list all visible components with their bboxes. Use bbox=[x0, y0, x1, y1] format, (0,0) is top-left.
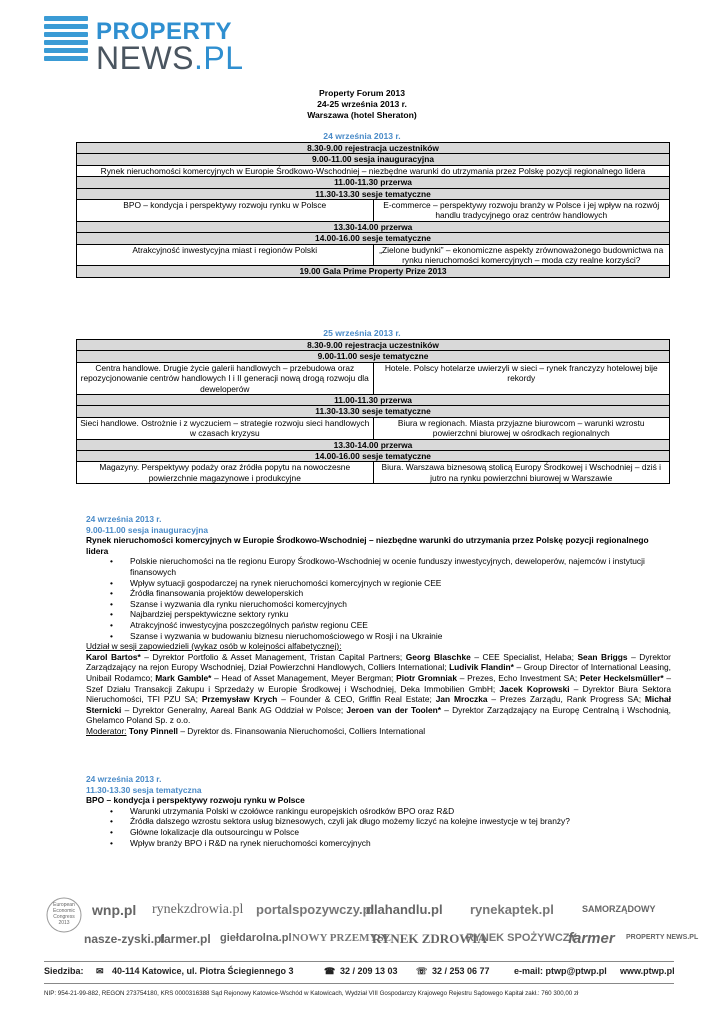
logo-nasze-zyski[interactable]: nasze-zyski.pl bbox=[84, 932, 165, 946]
company-registration: NIP: 954-21-99-882, REGON 273754180, KRS 0000316388 Sąd Rejonowy Katowice-Wschód w Katowicach, Wydział VIII Gospodarczy Krajowego Rejestru Sądowego Kapitał zakł.: 760 300,00 zł bbox=[44, 990, 579, 997]
list-item: • Atrakcyjność inwestycyjna poszczególnych państw regionu CEE bbox=[130, 620, 671, 631]
speaker-name: Ludivik Flandin* bbox=[449, 662, 514, 673]
detail1-bullets bbox=[86, 556, 671, 641]
day1-break1: 11.00-11.30 przerwa bbox=[77, 177, 670, 188]
speaker-desc: – CEE Specialist, Helaba; bbox=[470, 651, 578, 662]
logo-gieldarolna[interactable]: giełdarolna.pl bbox=[220, 932, 292, 944]
property-news-logo bbox=[44, 12, 244, 76]
email[interactable]: e-mail: ptwp@ptwp.pl bbox=[514, 966, 607, 976]
day1-session1: 9.00-11.00 sesja inauguracyjna bbox=[77, 154, 670, 165]
speaker-desc: – Dyrektor Zarządzający na rejon Europy Wschodniej, Dział Powierzchni Handlowych, Colliers International; bbox=[86, 651, 671, 673]
moderator-desc: – Dyrektor ds. Finansowania Nieruchomości, Colliers International bbox=[178, 725, 426, 736]
speaker-name: Mark Gamble* bbox=[155, 672, 212, 683]
speaker-desc: – Dyrektor Biura Sektora Nieruchomości, TFI PZU SA; bbox=[86, 683, 671, 705]
day1-schedule-table bbox=[76, 142, 670, 278]
session-detail-2 bbox=[86, 774, 671, 848]
day1-gala: 19.00 Gala Prime Property Prize 2013 bbox=[77, 266, 670, 277]
day2-session3: 14.00-16.00 sesje tematyczne bbox=[77, 451, 670, 462]
footer-divider bbox=[44, 983, 674, 984]
day2-session2: 11.30-13.30 sesje tematyczne bbox=[77, 406, 670, 417]
list-item: • Wpływ branży BPO i R&D na rynek nieruchomości komercyjnych bbox=[130, 838, 671, 849]
day1-session3: 14.00-16.00 sesje tematyczne bbox=[77, 233, 670, 244]
day1-registration: 8.30-9.00 rejestracja uczestników bbox=[77, 143, 670, 154]
eec-seal-icon: European Economic Congress 2013 bbox=[44, 888, 84, 948]
speaker-desc: – Dyrektor Portfolio & Asset Management, Tristan Capital Partners; bbox=[140, 651, 406, 662]
logo-bars-icon bbox=[44, 16, 88, 68]
speaker-name: Piotr Gromniak bbox=[396, 672, 457, 683]
day2-session1-left: Centra handlowe. Drugie życie galerii handlowych – przebudowa oraz repozycjonowanie centrów handlowych I i II generacji nową drogą rozwoju dla deweloperów bbox=[77, 362, 374, 394]
day2-session2-right: Biura w regionach. Miasta przyjazne biurowcom – warunki wzrostu powierzchni biurowej w ośrodkach regionalnych bbox=[373, 417, 670, 439]
speaker-name: Peter Heckelsmüller* bbox=[579, 672, 664, 683]
logo-rynekaptek[interactable]: rynekaptek.pl bbox=[470, 902, 554, 917]
speaker-name: Karol Bartos* bbox=[86, 651, 141, 662]
logo-line1: PROPERTY bbox=[96, 18, 233, 45]
speaker-desc: – Group Director of International Leasing, Unibail Rodamco; bbox=[86, 662, 671, 683]
day1-session1-topic: Rynek nieruchomości komercyjnych w Europie Środkowo-Wschodniej – niezbędne warunki do utrzymania przez Polskę pozycji regionalnego lidera bbox=[77, 165, 670, 176]
logo-farmer[interactable]: farmer bbox=[568, 930, 615, 947]
day2-session3-left: Magazyny. Perspektywy podaży oraz źródła popytu na nowoczesne powierzchnie magazynowe i produkcyjne bbox=[77, 462, 374, 484]
speaker-name: Jan Mroczka bbox=[435, 694, 488, 705]
detail2-title: BPO – kondycja i perspektywy rozwoju rynku w Polsce bbox=[86, 795, 305, 806]
logo-property-news[interactable]: PROPERTY NEWS.PL bbox=[626, 934, 699, 941]
day2-break2: 13.30-14.00 przerwa bbox=[77, 439, 670, 450]
speakers-intro: Udział w sesji zapowiedzieli (wykaz osób w kolejności alfabetycznej): bbox=[86, 641, 342, 652]
list-item: • Źródła finansowania projektów deweloperskich bbox=[130, 588, 671, 599]
list-item: • Szanse i wyzwania w budowaniu biznesu nieruchomościowego w Rosji i na Ukrainie bbox=[130, 631, 671, 642]
day1-label: 24 września 2013 r. bbox=[323, 131, 401, 141]
logo-nowy-przemysl[interactable]: NOWY PRZEMYSŁ bbox=[292, 932, 391, 944]
moderator-line bbox=[86, 726, 671, 737]
logo-rynek-zdrowia[interactable]: RYNEK ZDROWIA bbox=[372, 931, 487, 946]
list-item: • Warunki utrzymania Polski w czołówce rankingu europejskich ośrodków BPO oraz R&D bbox=[130, 806, 671, 817]
day1-session2: 11.30-13.30 sesje tematyczne bbox=[77, 188, 670, 199]
day1-break2: 13.30-14.00 przerwa bbox=[77, 221, 670, 232]
day2-schedule-table bbox=[76, 339, 670, 484]
day2-session1-right: Hotele. Polscy hotelarze uwierzyli w sieci – rynek franczyzy hotelowej bije rekordy bbox=[373, 362, 670, 394]
day2-break1: 11.00-11.30 przerwa bbox=[77, 395, 670, 406]
logo-rynek-spozywczy[interactable]: RYNEK SPOŻYWCZY bbox=[466, 932, 577, 944]
day2-session3-right: Biura. Warszawa biznesową stolicą Europy Środkowej i Wschodniej – dziś i jutro na rynku powierzchni biurowej w Warszawie bbox=[373, 462, 670, 484]
speaker-name: Georg Blaschke bbox=[405, 651, 471, 662]
seat-label: Siedziba: bbox=[44, 966, 84, 976]
speaker-name: Sean Briggs bbox=[577, 651, 628, 662]
logo-line2: NEWS.PL bbox=[96, 40, 244, 76]
day1-session3-right: „Zielone budynki” – ekonomiczne aspekty zrównoważonego budownictwa na rynku nieruchomości komercyjnych – moda czy realne korzyści? bbox=[373, 244, 670, 266]
moderator-label: Moderator: bbox=[86, 725, 127, 736]
website[interactable]: www.ptwp.pl bbox=[620, 966, 675, 976]
list-item: • Polskie nieruchomości na tle regionu Europy Środkowo-Wschodniej w ocenie funduszy inwestycyjnych, deweloperów, najemców i instytucji finansowych bbox=[130, 556, 671, 577]
logo-samorzadowy[interactable]: SAMORZĄDOWY bbox=[582, 904, 656, 914]
session-detail-1 bbox=[86, 514, 671, 736]
speaker-desc: – Founder & CEO, Griffin Real Estate; bbox=[277, 694, 436, 705]
list-item: • Najbardziej perspektywiczne sektory rynku bbox=[130, 609, 671, 620]
speaker-name: Michał Sternicki bbox=[86, 694, 671, 715]
speaker-desc: – Dyrektor Zarządzający na Europę Centralną i Wschodnią, Ghelamco Poland Sp. z o.o. bbox=[86, 704, 672, 726]
speaker-desc: – Head of Asset Management, Meyer Bergman; bbox=[211, 672, 397, 683]
logo-dlahandlu[interactable]: dlahandlu.pl bbox=[366, 902, 443, 917]
logo-portalspozywczy[interactable]: portalspozywczy.pl bbox=[256, 902, 375, 917]
speaker-desc: – Szef Działu Transakcji Zakupu i Sprzedaży w Europie Środkowej i Wschodniej, Deka Immobilien GmbH; bbox=[86, 672, 671, 694]
event-dates: 24-25 września 2013 r. bbox=[317, 99, 407, 109]
mail-icon: ✉ bbox=[96, 966, 104, 976]
list-item: • Wpływ sytuacji gospodarczej na rynek nieruchomości komercyjnych w regionie CEE bbox=[130, 578, 671, 589]
speaker-desc: – Prezes Zarządu, Rank Progress SA; bbox=[487, 694, 645, 705]
speaker-name: Przemysław Krych bbox=[201, 694, 278, 705]
day1-session2-right: E-commerce – perspektywy rozwoju branży w Polsce i jej wpływ na rozwój handlu tradycyjnego oraz centrów handlowych bbox=[373, 200, 670, 222]
speakers-list bbox=[86, 652, 671, 726]
event-place: Warszawa (hotel Sheraton) bbox=[307, 110, 417, 120]
logo-rynekzdrowia[interactable]: rynekzdrowia.pl bbox=[152, 902, 244, 917]
detail2-bullets bbox=[86, 806, 671, 848]
speaker-desc: – Prezes, Echo Investment SA; bbox=[457, 672, 580, 683]
list-item: • Główne lokalizacje dla outsourcingu w Polsce bbox=[130, 827, 671, 838]
day1-session2-left: BPO – kondycja i perspektywy rozwoju rynku w Polsce bbox=[77, 200, 374, 222]
logo-wnp[interactable]: wnp.pl bbox=[92, 902, 137, 918]
phone-icon: ☎ bbox=[324, 966, 336, 976]
logo-farmer-pl[interactable]: farmer.pl bbox=[160, 932, 211, 946]
day2-session2-left: Sieci handlowe. Ostrożnie i z wyczuciem – strategie rozwoju sieci handlowych w czasach kryzysu bbox=[77, 417, 374, 439]
day2-label: 25 września 2013 r. bbox=[323, 328, 401, 338]
day1-session3-left: Atrakcyjność inwestycyjna miast i regionów Polski bbox=[77, 244, 374, 266]
detail2-session: 11.30-13.30 sesja tematyczna bbox=[86, 784, 202, 795]
fax: 32 / 253 06 77 bbox=[432, 966, 490, 976]
list-item: • Źródła dalszego wzrostu sektora usług biznesowych, czyli jak długo możemy liczyć na kolejne inwestycje w tej branży? bbox=[130, 816, 671, 827]
detail1-date: 24 września 2013 r. bbox=[86, 514, 162, 524]
moderator-name: Tony Pinnell bbox=[128, 725, 178, 736]
detail2-date: 24 września 2013 r. bbox=[86, 774, 162, 784]
event-title: Property Forum 2013 bbox=[319, 88, 405, 98]
list-item: • Szanse i wyzwania dla rynku nieruchomości komercyjnych bbox=[130, 599, 671, 610]
partner-logos bbox=[44, 888, 699, 958]
phone: 32 / 209 13 03 bbox=[340, 966, 398, 976]
detail1-session: 9.00-11.00 sesja inauguracyjna bbox=[86, 524, 208, 535]
day2-session1: 9.00-11.00 sesje tematyczne bbox=[77, 351, 670, 362]
footer-divider bbox=[44, 961, 674, 962]
day2-registration: 8.30-9.00 rejestracja uczestników bbox=[77, 340, 670, 351]
fax-icon: ☏ bbox=[416, 966, 428, 976]
speaker-name: Jeroen van der Toolen* bbox=[346, 704, 442, 715]
detail1-title: Rynek nieruchomości komercyjnych w Europie Środkowo-Wschodniej – niezbędne warunki do utrzymania przez Polskę pozycji regionalnego lidera bbox=[86, 535, 649, 556]
address: 40-114 Katowice, ul. Piotra Ściegiennego 3 bbox=[112, 966, 294, 976]
speaker-name: Jacek Koprowski bbox=[499, 683, 570, 694]
speaker-desc: – Dyrektor Generalny, Aareal Bank AG Oddział w Polsce; bbox=[121, 704, 347, 715]
